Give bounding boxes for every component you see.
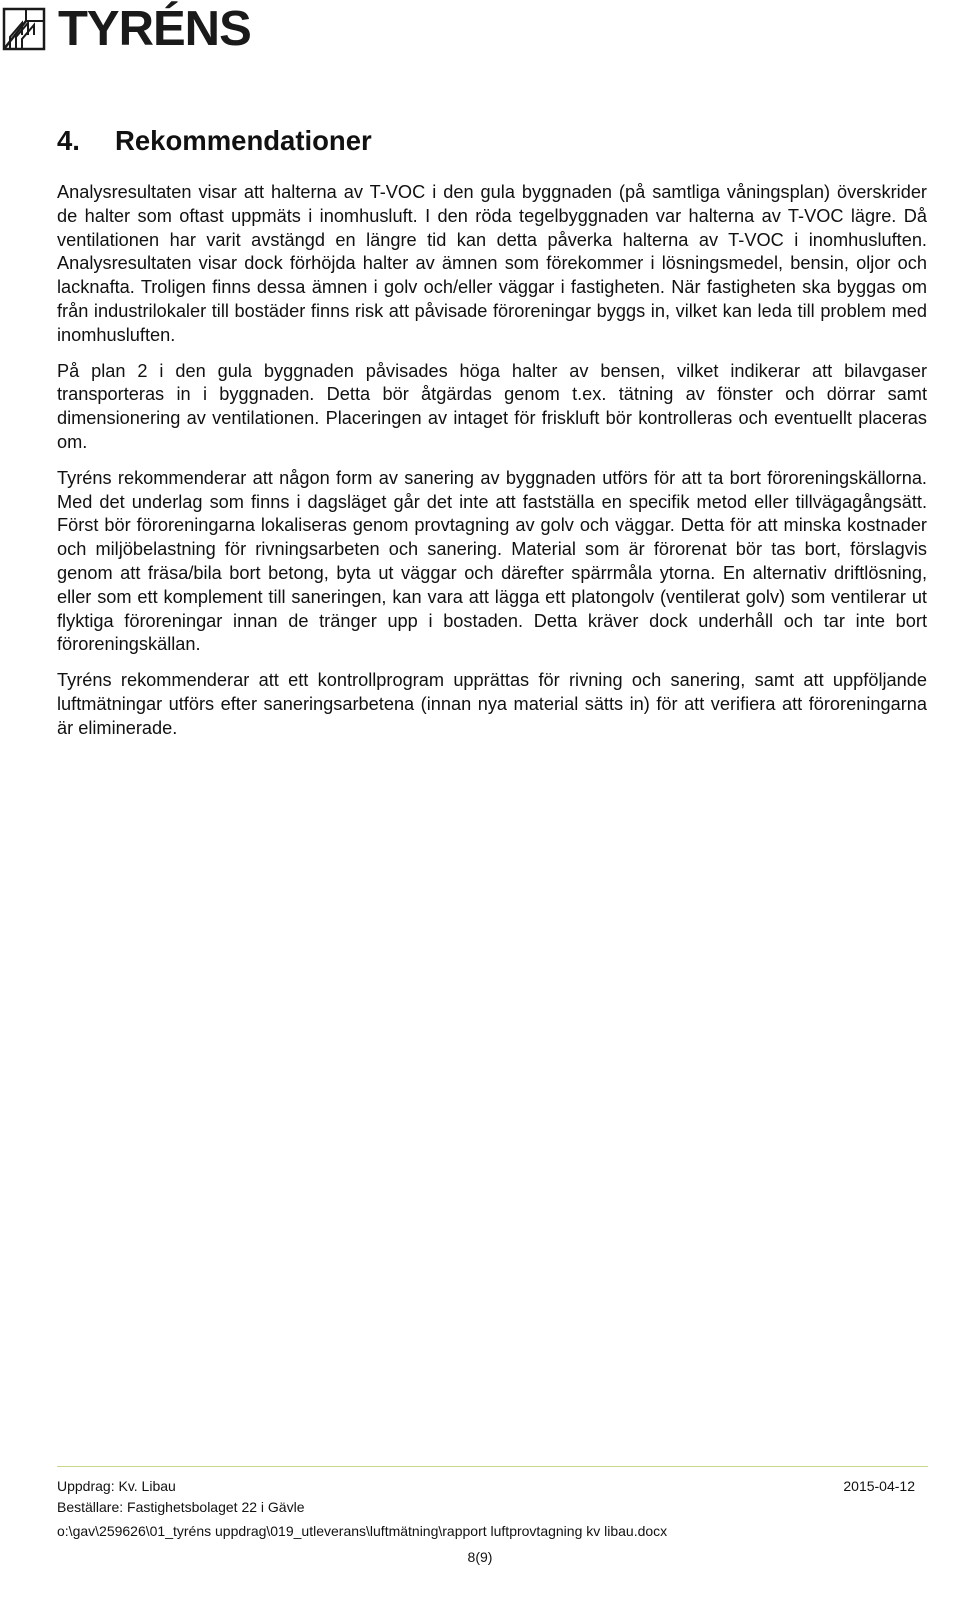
brand-name: TYRÉNS <box>58 2 251 56</box>
footer-assignment: Uppdrag: Kv. Libau <box>57 1478 176 1494</box>
footer-client: Beställare: Fastighetsbolaget 22 i Gävle <box>57 1499 305 1515</box>
section-body <box>57 181 927 753</box>
section-heading <box>57 124 372 158</box>
paragraph: Tyréns rekommenderar att ett kontrollprogram upprättas för rivning och sanering, samt att uppföljande luftmätningar utförs efter saneringsarbetena (innan nya material sätts in) för att verifiera att föroreningarna är eliminerade. <box>57 670 927 738</box>
footer-file-path: o:\gav\259626\01_tyréns uppdrag\019_utleverans\luftmätning\rapport luftprovtagning kv libau.docx <box>57 1523 668 1539</box>
page-number: 8(9) <box>467 1549 493 1565</box>
footer-date: 2015-04-12 <box>843 1478 915 1494</box>
paragraph: Analysresultaten visar att halterna av T-VOC i den gula byggnaden (på samtliga våningsplan) överskrider de halter som oftast uppmäts i inomhusluft. I den röda tegelbyggnaden var halterna av T-VOC lägre. Då ventilationen har varit avstängd en längre tid kan detta påverka halterna av T-VOC i inomhusluften. Analysresultaten visar dock förhöjda halter av ämnen som förekommer i lösningsmedel, bensin, oljor och lacknafta. Troligen finns dessa ämnen i golv och/eller väggar i fastigheten. När fastigheten ska byggas om från industrilokaler till bostäder finns risk att påvisade föroreningar byggs in, vilket kan leda till problem med inomhusluften. <box>57 182 927 345</box>
footer-assignment-row <box>57 1478 915 1495</box>
footer-divider <box>57 1466 928 1467</box>
paragraph: På plan 2 i den gula byggnaden påvisades höga halter av bensen, vilket indikerar att bilavgaser transporteras in i byggnaden. Detta bör åtgärdas genom t.ex. tätning av fönster och dörrar samt dimensionering av ventilationen. Placeringen av intaget för friskluft bör kontrolleras och eventuellt placeras om. <box>57 360 927 452</box>
section-title: Rekommendationer <box>115 125 372 156</box>
company-logo <box>2 2 251 56</box>
section-number: 4. <box>57 125 80 156</box>
tyrens-logo-icon <box>2 7 46 51</box>
paragraph: Tyréns rekommenderar att någon form av sanering av byggnaden utförs för att ta bort föroreningskällorna. Med det underlag som finns i dagsläget går det inte att fastställa en specifik metod eller tillvägagångsätt. Först bör föroreningarna lokaliseras genom provtagning av golv och väggar. Detta för att minska kostnader och miljöbelastning för rivningsarbeten och sanering. Material som är förorenat bör tas bort, förslagvis genom att fräsa/bila bort betong, byta ut väggar och därefter spärrmåla ytorna. En alternativ driftlösning, eller som ett komplement till saneringen, kan vara att lägga ett platongolv (ventilerat golv) som ventilerar ut flyktiga föroreningar innan de tränger upp i bostaden. Detta kräver dock underhåll och tar inte bort föroreningskällan. <box>57 467 927 655</box>
